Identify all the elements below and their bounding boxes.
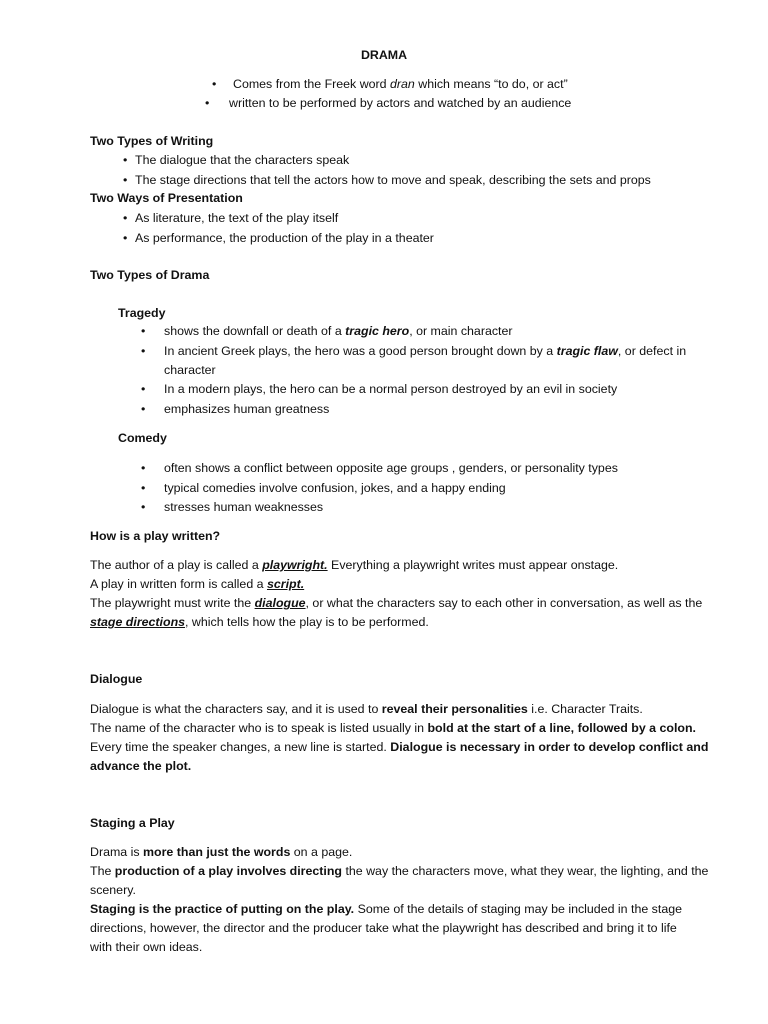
comedy-item-1: • often shows a conflict between opposite age groups , genders, or personality types <box>141 459 618 478</box>
comedy-item-3: • stresses human weaknesses <box>141 498 323 517</box>
comedy-item-2: • typical comedies involve confusion, jokes, and a happy ending <box>141 479 506 498</box>
tragedy-item-3: • In a modern plays, the hero can be a normal person destroyed by an evil in society <box>141 380 617 399</box>
presentation-heading: Two Ways of Presentation <box>90 191 243 205</box>
bullet-icon: • <box>141 461 146 475</box>
bullet-icon: • <box>205 96 210 110</box>
bullet-icon: • <box>123 153 128 167</box>
staging-line-5: directions, however, the director and the producer take what the playwright has described and bring it to life <box>90 921 677 935</box>
bullet-icon: • <box>141 481 146 495</box>
written-line-4: stage directions, which tells how the play is to be performed. <box>90 615 429 629</box>
dialogue-line-1: Dialogue is what the characters say, and it is used to reveal their personalities i.e. Character Traits. <box>90 702 643 716</box>
intro-bullet-2: • written to be performed by actors and watched by an audience <box>205 94 571 113</box>
dialogue-line-2: The name of the character who is to speak is listed usually in bold at the start of a line, followed by a colon. <box>90 721 696 735</box>
staging-line-6: with their own ideas. <box>90 940 203 954</box>
bullet-icon: • <box>212 77 217 91</box>
dialogue-line-3: Every time the speaker changes, a new line is started. Dialogue is necessary in order to develop conflict and <box>90 740 709 754</box>
tragedy-item-2-continued: character <box>164 363 216 377</box>
bullet-icon: • <box>141 344 146 358</box>
staging-line-3: scenery. <box>90 883 136 897</box>
writing-heading: Two Types of Writing <box>90 134 214 148</box>
writing-item-1: • The dialogue that the characters speak <box>123 151 349 170</box>
tragedy-heading: Tragedy <box>118 306 166 320</box>
comedy-heading: Comedy <box>118 431 167 445</box>
staging-line-1: Drama is more than just the words on a page. <box>90 845 353 859</box>
bullet-icon: • <box>141 382 146 396</box>
staging-line-2: The production of a play involves directing the way the characters move, what they wear, the lighting, and the <box>90 864 709 878</box>
written-line-3: The playwright must write the dialogue, or what the characters say to each other in conversation, as well as the <box>90 596 703 610</box>
written-line-1: The author of a play is called a playwright. Everything a playwright writes must appear onstage. <box>90 558 619 572</box>
tragedy-item-2: • In ancient Greek plays, the hero was a good person brought down by a tragic flaw, or defect in <box>141 342 724 361</box>
tragedy-item-4: • emphasizes human greatness <box>141 400 329 419</box>
dialogue-heading: Dialogue <box>90 672 143 686</box>
dialogue-line-4: advance the plot. <box>90 759 192 773</box>
tragedy-item-1: • shows the downfall or death of a tragic hero, or main character <box>141 322 513 341</box>
presentation-item-1: • As literature, the text of the play itself <box>123 209 338 228</box>
bullet-icon: • <box>141 402 146 416</box>
bullet-icon: • <box>141 324 146 338</box>
writing-item-2: • The stage directions that tell the actors how to move and speak, describing the sets and props <box>123 171 651 190</box>
staging-line-4: Staging is the practice of putting on the play. Some of the details of staging may be included in the stage <box>90 902 682 916</box>
intro-bullet-1: • Comes from the Freek word dran which means “to do, or act” <box>212 75 568 94</box>
written-line-2: A play in written form is called a script. <box>90 577 305 591</box>
written-heading: How is a play written? <box>90 529 221 543</box>
staging-heading: Staging a Play <box>90 816 175 830</box>
bullet-icon: • <box>141 500 146 514</box>
drama-types-heading: Two Types of Drama <box>90 268 210 282</box>
page-title: DRAMA <box>360 48 408 62</box>
bullet-icon: • <box>123 211 128 225</box>
bullet-icon: • <box>123 231 128 245</box>
bullet-icon: • <box>123 173 128 187</box>
presentation-item-2: • As performance, the production of the play in a theater <box>123 229 434 248</box>
